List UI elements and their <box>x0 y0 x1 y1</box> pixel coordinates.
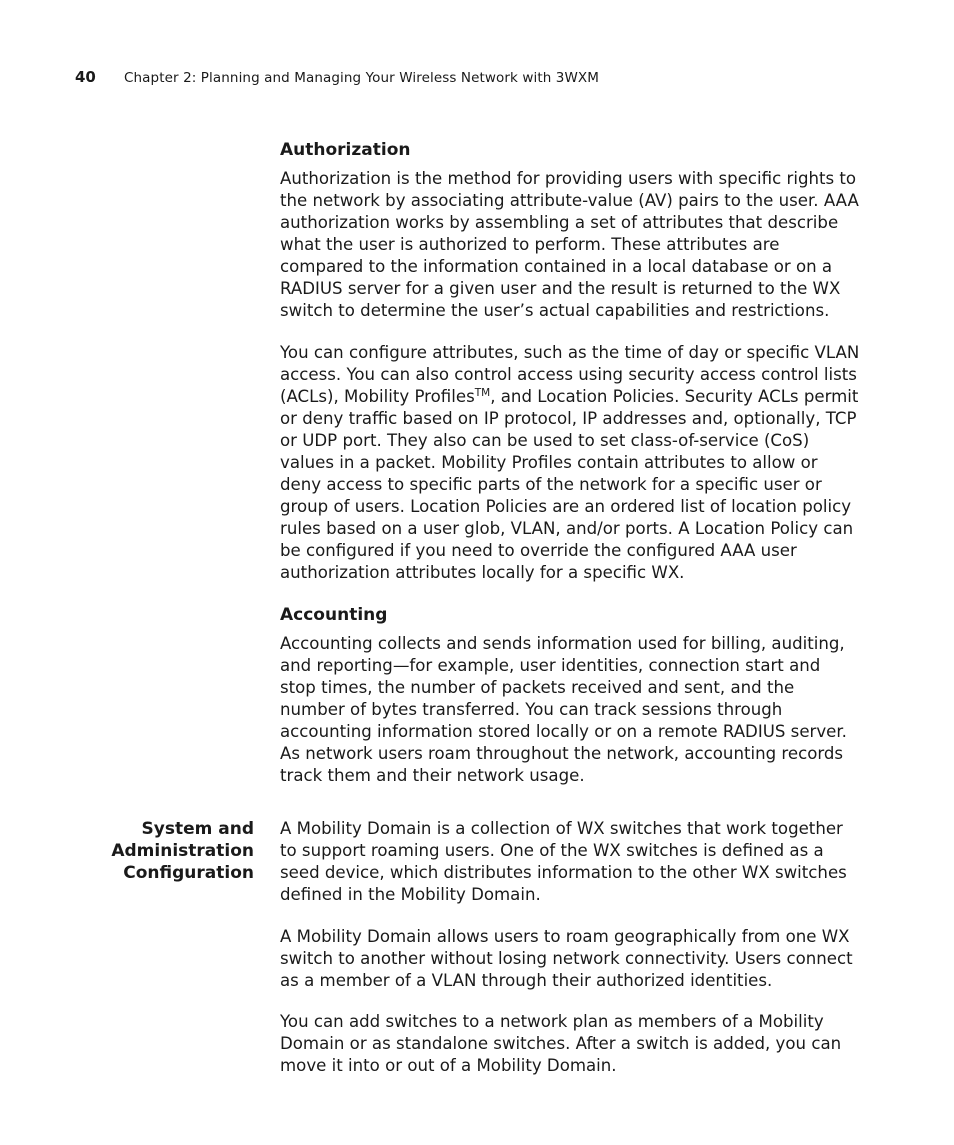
system-admin-para-2 <box>280 926 860 992</box>
accounting-heading: Accounting <box>280 605 388 625</box>
system-admin-heading-line-1: System and <box>141 819 254 839</box>
authorization-heading: Authorization <box>280 140 411 160</box>
authorization-section <box>280 139 860 161</box>
authorization-text-2a: You can configure attributes, such as the time of day or specific VLAN access. You can also control access using security access control lists (ACLs), Mobility Profiles <box>280 343 860 406</box>
page-number: 40 <box>75 68 96 86</box>
authorization-para-2 <box>280 342 860 584</box>
system-admin-heading <box>74 818 254 884</box>
running-head: Chapter 2: Planning and Managing Your Wireless Network with 3WXM <box>124 70 600 86</box>
system-admin-para-3 <box>280 1011 860 1077</box>
system-admin-heading-line-2: Administration <box>111 841 254 861</box>
trademark-superscript: TM <box>474 387 491 399</box>
accounting-section <box>280 604 860 626</box>
authorization-text-2b: , and Location Policies. Security ACLs permit or deny traffic based on IP protocol, IP addresses and, optionally, TCP or UDP port. They also can be used to set class-of-service (CoS) values in a packet. Mobility Profiles contain attributes to allow or deny access to specific parts of the network for a specific user or group of users. Location Policies are an ordered list of location policy rules based on a user glob, VLAN, and/or ports. A Location Policy can be configured if you need to override the configured AAA user authorization attributes locally for a specific WX. <box>280 387 859 582</box>
accounting-para-1 <box>280 633 860 787</box>
system-admin-text-3: You can add switches to a network plan as members of a Mobility Domain or as standalone switches. After a switch is added, you can move it into or out of a Mobility Domain. <box>280 1012 842 1075</box>
accounting-text-1: Accounting collects and sends information used for billing, auditing, and reporting—for example, user identities, connection start and stop times, the number of packets received and sent, and the number of bytes transferred. You can track sessions through accounting information stored locally or on a remote RADIUS server. As network users roam throughout the network, accounting records track them and their network usage. <box>280 634 847 785</box>
authorization-text-2 <box>280 342 860 584</box>
authorization-text-1: Authorization is the method for providing users with specific rights to the network by associating attribute-value (AV) pairs to the user. AAA authorization works by assembling a set of attributes that describe what the user is authorized to perform. These attributes are compared to the information contained in a local database or on a RADIUS server for a given user and the result is returned to the WX switch to determine the user’s actual capabilities and restrictions. <box>280 169 859 320</box>
system-admin-text-1: A Mobility Domain is a collection of WX switches that work together to support roaming users. One of the WX switches is defined as a seed device, which distributes information to the other WX switches defined in the Mobility Domain. <box>280 819 847 904</box>
page-header <box>75 67 599 88</box>
system-admin-para-1 <box>280 818 860 906</box>
authorization-para-1 <box>280 168 860 322</box>
system-admin-heading-line-3: Configuration <box>123 863 254 883</box>
system-admin-text-2: A Mobility Domain allows users to roam geographically from one WX switch to another without losing network connectivity. Users connect as a member of a VLAN through their authorized identities. <box>280 927 853 990</box>
